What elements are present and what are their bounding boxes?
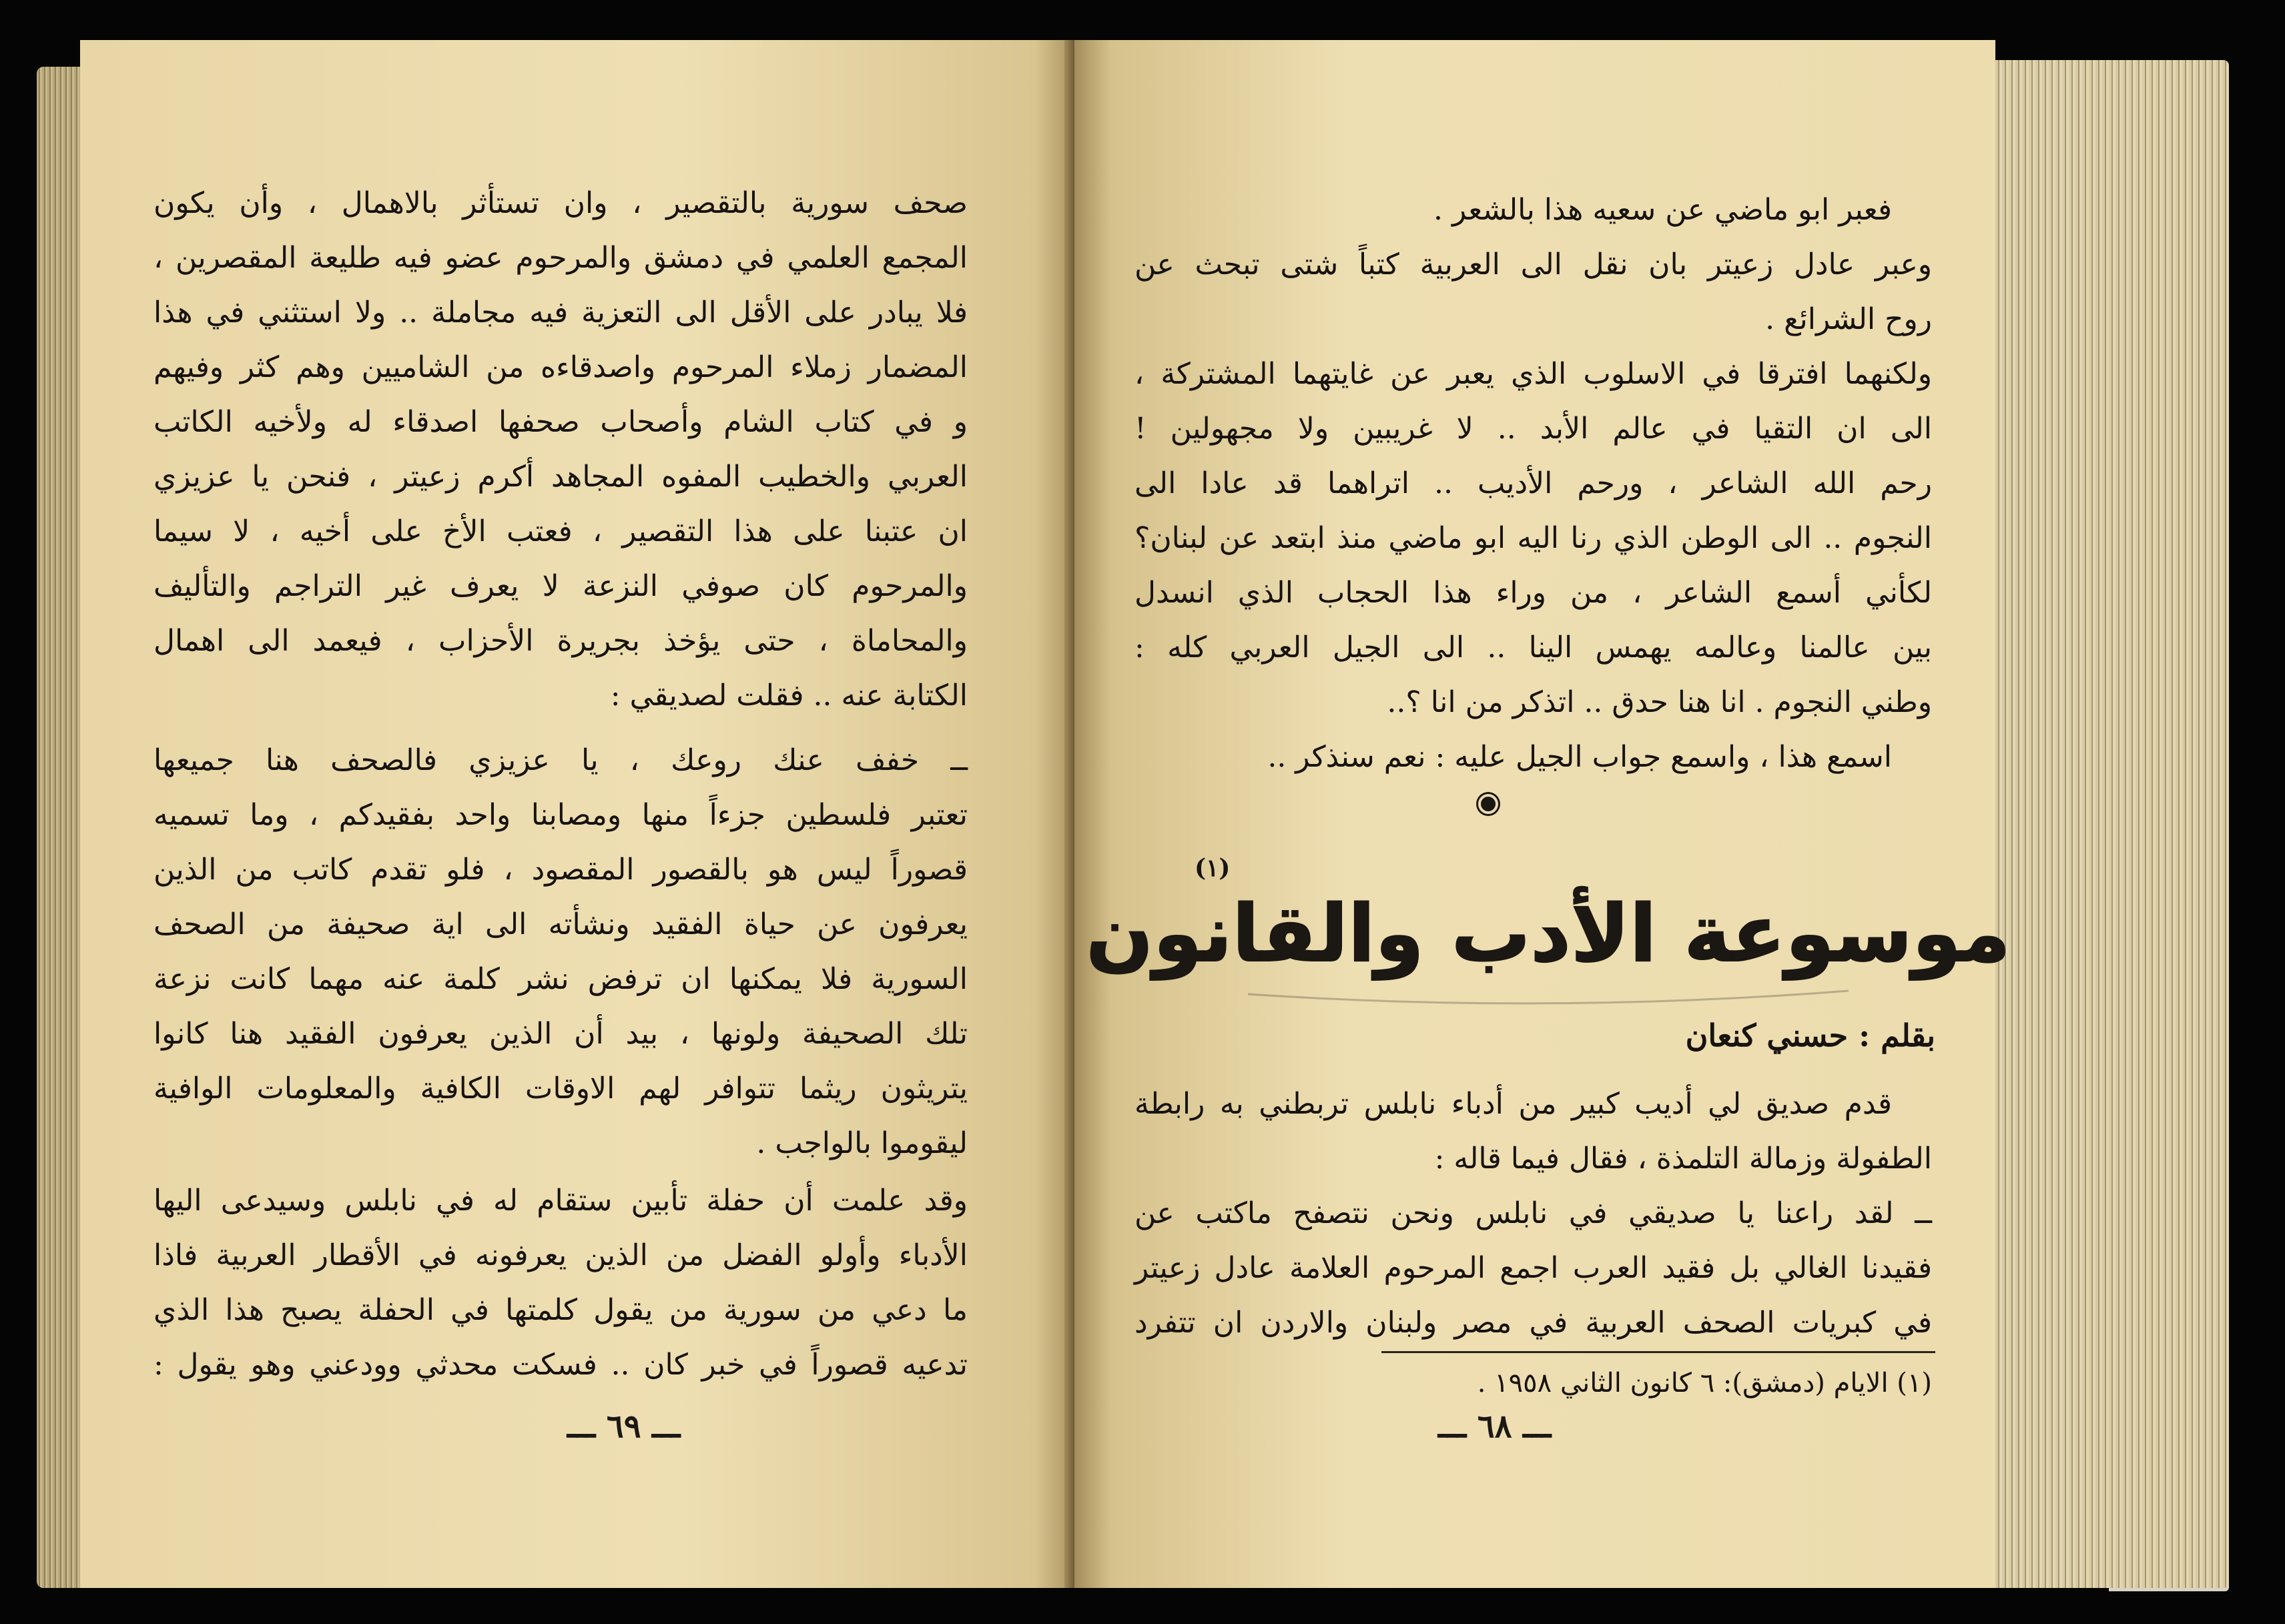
text-line: تدعيه قصوراً في خبر كان .. فسكت محدثي وودعني وهو يقول : <box>153 1348 968 1382</box>
right-page <box>1074 40 2011 1588</box>
page-number: ـــ ٦٨ ـــ <box>1438 1408 1552 1445</box>
text-line: تعتبر فلسطين جزءاً منها ومصابنا واحد بفقيدكم ، وما تسميه <box>153 798 968 832</box>
text-line: النجوم .. الى الوطن الذي رنا اليه ابو ماضي منذ ابتعد عن لبنان؟ <box>1134 521 1932 555</box>
footnote: (١) الايام (دمشق): ٦ كانون الثاني ١٩٥٨ . <box>1477 1368 1932 1398</box>
text-line: يتريثون ريثما تتوافر لهم الاوقات الكافية والمعلومات الوافية <box>153 1072 968 1106</box>
text-line: قدم صديق لي أديب كبير من أدباء نابلس تربطني به رابطة <box>1134 1087 1892 1121</box>
text-line: قصوراً ليس هو بالقصور المقصود ، فلو تقدم كاتب من الذين <box>153 853 968 887</box>
left-page <box>80 40 1074 1588</box>
text-line: رحم الله الشاعر ، ورحم الأديب .. اتراهما قد عادا الى <box>1134 466 1932 500</box>
page-number: ـــ ٦٩ ـــ <box>567 1408 681 1445</box>
text-line: ليقوموا بالواجب . <box>756 1126 968 1160</box>
text-line: السورية فلا يمكنها ان ترفض نشر كلمة عنه مهما كانت نزعة <box>153 962 968 996</box>
byline: بقلم : حسني كنعان <box>1685 1018 1935 1054</box>
text-line: فلا يبادر على الأقل الى التعزية فيه مجاملة .. ولا استثني في هذا <box>153 296 968 330</box>
right-bottom-text <box>1134 1084 1932 1351</box>
text-line: في كبريات الصحف العربية في مصر ولبنان والاردن ان تتفرد <box>1134 1306 1932 1340</box>
section-ornament <box>1478 794 1498 814</box>
article-title-text: موسوعة الأدب والقانون <box>1086 887 2011 979</box>
book-edge-right <box>1989 60 2229 1588</box>
text-line: بين عالمنا وعالمه يهمس الينا .. الى الجيل العربي كله : <box>1134 631 1932 665</box>
text-line: روح الشرائع . <box>1765 302 1932 336</box>
title-footnote-mark: (١) <box>1195 854 1231 882</box>
text-line: لكأني أسمع الشاعر ، من وراء هذا الحجاب الذي انسدل <box>1134 576 1932 610</box>
text-line: صحف سورية بالتقصير ، وان تستأثر بالاهمال ، وأن يكون <box>153 186 968 220</box>
text-line: المجمع العلمي في دمشق والمرحوم عضو فيه طليعة المقصرين ، <box>153 241 968 275</box>
text-line: ولكنهما افترقا في الاسلوب الذي يعبر عن غايتهما المشتركة ، <box>1134 357 1932 391</box>
text-line: وقد علمت أن حفلة تأبين ستقام له في نابلس وسيدعى اليها <box>153 1184 968 1218</box>
text-line: الأدباء وأولو الفضل من الذين يعرفونه في الأقطار العربية فاذا <box>153 1238 968 1272</box>
right-top-text <box>1134 190 1932 804</box>
text-line: الطفولة وزمالة التلمذة ، فقال فيما قاله : <box>1434 1142 1932 1176</box>
text-line: يعرفون عن حياة الفقيد ونشأته الى اية صحيفة من الصحف <box>153 907 968 941</box>
text-line: فقيدنا الغالي بل فقيد العرب اجمع المرحوم العلامة عادل زعيتر <box>1134 1251 1932 1285</box>
text-line: تلك الصحيفة ولونها ، بيد أن الذين يعرفون الفقيد هنا كانوا <box>153 1017 968 1051</box>
text-line: اسمع هذا ، واسمع جواب الجيل عليه : نعم سنذكر .. <box>1267 740 1892 774</box>
text-line: الكتابة عنه .. فقلت لصديقي : <box>610 679 968 713</box>
text-line: العربي والخطيب المفوه المجاهد أكرم زعيتر ، فنحن يا عزيزي <box>153 460 968 494</box>
text-line: و في كتاب الشام وأصحاب صحفها اصدقاء له ولأخيه الكاتب <box>153 405 968 439</box>
text-line: ما دعي من سورية من يقول كلمتها في الحفلة يصبح هذا الذي <box>153 1293 968 1327</box>
footnote-divider <box>1381 1351 1935 1353</box>
left-paragraph-1 <box>153 183 968 713</box>
text-line: وطني النجوم . انا هنا حدق .. اتذكر من انا ؟.. <box>1387 685 1932 719</box>
text-line: فعبر ابو ماضي عن سعيه هذا بالشعر . <box>1433 193 1892 227</box>
text-line: والمحاماة ، حتى يؤخذ بجريرة الأحزاب ، فيعمد الى اهمال <box>153 624 968 658</box>
text-line: ــ لقد راعنا يا صديقي في نابلس ونحن نتصفح ماكتب عن <box>1134 1196 1932 1230</box>
text-line: ان عتبنا على هذا التقصير ، فعتب الأخ على أخيه ، لا سيما <box>153 514 968 548</box>
left-paragraph-2 <box>153 741 968 1160</box>
article-title <box>1086 861 2011 1021</box>
text-line: ــ خفف عنك روعك ، يا عزيزي فالصحف هنا جميعها <box>153 743 968 777</box>
book-edge-left <box>37 67 83 1588</box>
text-line: الى ان التقيا في عالم الأبد .. لا غريبين ولا مجهولين ! <box>1134 412 1932 446</box>
text-line: وعبر عادل زعيتر بان نقل الى العربية كتباً شتى تبحث عن <box>1134 248 1932 282</box>
text-line: المضمار زملاء المرحوم واصدقاءه من الشاميين وهم كثر وفيهم <box>153 350 968 384</box>
left-paragraph-3 <box>153 1181 968 1408</box>
text-line: والمرحوم كان صوفي النزعة لا يعرف غير التراجم والتأليف <box>153 569 968 603</box>
